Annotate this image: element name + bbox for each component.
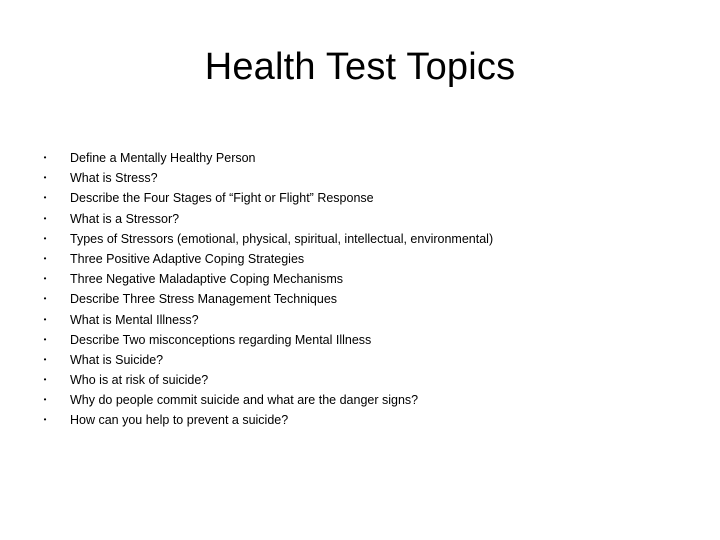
bullet-icon: • <box>43 314 47 324</box>
bullet-icon: • <box>43 395 47 405</box>
topic-item <box>40 390 680 410</box>
topic-item <box>40 370 680 390</box>
bullet-icon: • <box>43 375 47 385</box>
topic-item <box>40 269 680 289</box>
bullet-icon: • <box>43 233 47 243</box>
topic-text: Three Positive Adaptive Coping Strategies <box>70 251 305 266</box>
slide-title: Health Test Topics <box>204 46 516 88</box>
topic-text: Why do people commit suicide and what are the danger signs? <box>70 393 419 408</box>
topic-text: What is Suicide? <box>70 352 164 367</box>
topic-text: Describe the Four Stages of “Fight or Flight” Response <box>70 191 374 206</box>
topic-text: What is Stress? <box>70 171 158 186</box>
topic-item <box>40 188 680 208</box>
bullet-icon: • <box>43 213 47 223</box>
bullet-icon: • <box>43 354 47 364</box>
topic-text: What is Mental Illness? <box>70 312 199 327</box>
topic-item <box>40 350 680 370</box>
topic-item <box>40 229 680 249</box>
topic-item <box>40 148 680 168</box>
topic-item <box>40 168 680 188</box>
bullet-icon: • <box>43 173 47 183</box>
topic-text: Types of Stressors (emotional, physical, spiritual, intellectual, environmental) <box>70 231 494 246</box>
topic-text: Describe Three Stress Management Techniques <box>70 292 338 307</box>
topic-item <box>40 289 680 309</box>
topic-item <box>40 249 680 269</box>
topic-item <box>40 410 680 430</box>
bullet-icon: • <box>43 274 47 284</box>
bullet-icon: • <box>43 153 47 162</box>
topic-item <box>40 209 680 229</box>
topic-item <box>40 310 680 330</box>
topic-text: How can you help to prevent a suicide? <box>70 413 289 428</box>
bullet-icon: • <box>43 334 47 344</box>
topic-text: Three Negative Maladaptive Coping Mechanisms <box>70 272 344 287</box>
topic-text: Who is at risk of suicide? <box>70 373 209 388</box>
topic-text: Describe Two misconceptions regarding Mental Illness <box>70 332 372 347</box>
bullet-icon: • <box>43 193 47 203</box>
topic-list <box>40 148 680 431</box>
bullet-icon: • <box>43 415 47 425</box>
bullet-icon: • <box>43 253 47 263</box>
topic-text: What is a Stressor? <box>70 211 180 226</box>
bullet-icon: • <box>43 294 47 304</box>
topic-text: Define a Mentally Healthy Person <box>70 151 256 165</box>
topic-item <box>40 330 680 350</box>
